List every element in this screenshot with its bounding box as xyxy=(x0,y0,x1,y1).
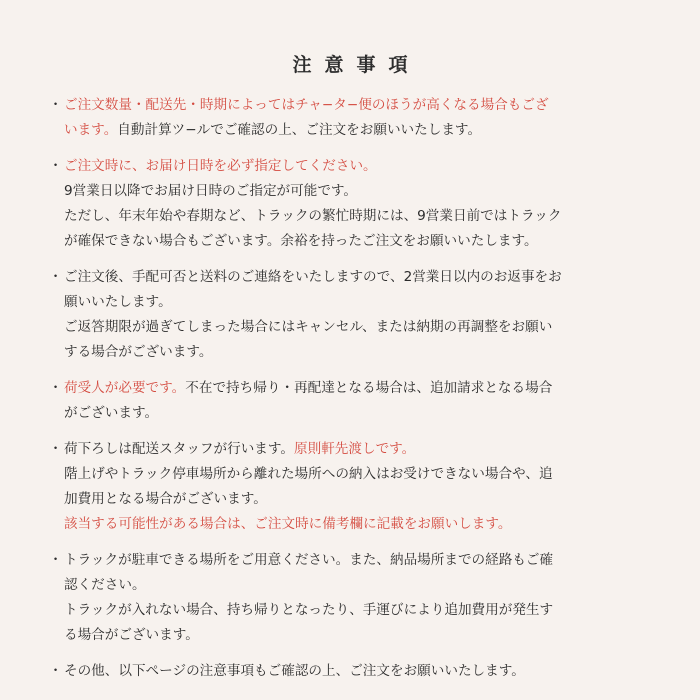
notice-line xyxy=(64,462,652,487)
bullet-mark: ・ xyxy=(48,441,63,457)
highlighted-text: ご注文時に、お届け日時を必ず指定してください。 xyxy=(64,158,377,174)
notice-text: その他、以下ページの注意事項もご確認の上、ご注文をお願いいたします。 xyxy=(64,663,525,679)
notice-text: ご返答期限が過ぎてしまった場合にはキャンセル、または納期の再調整をお願い xyxy=(64,319,553,335)
notice-item xyxy=(47,376,652,426)
notice-text: 不在で持ち帰り・再配達となる場合は、追加請求となる場合 xyxy=(185,380,553,396)
notice-text: トラックが入れない場合、持ち帰りとなったり、手運びにより追加費用が発生す xyxy=(64,602,554,618)
notice-text: 9営業日以降でお届け日時のご指定が可能です。 xyxy=(64,183,358,199)
notice-line xyxy=(64,573,652,598)
notice-item xyxy=(47,93,652,143)
notice-item xyxy=(47,659,652,684)
notice-line xyxy=(64,487,652,512)
notice-text: る場合がございます。 xyxy=(64,627,199,643)
highlighted-text: ご注文数量・配送先・時期によってはチャ−タ−便のほうが高くなる場合もござ xyxy=(64,97,549,113)
notice-line xyxy=(64,315,652,340)
notice-list xyxy=(47,93,652,695)
notice-line xyxy=(64,118,652,143)
notice-text: 認ください。 xyxy=(64,577,146,593)
highlighted-text: 原則軒先渡しです。 xyxy=(294,441,416,457)
notice-line xyxy=(64,154,652,179)
notice-line xyxy=(64,290,652,315)
highlighted-text: います。 xyxy=(64,122,118,138)
notice-line xyxy=(64,376,652,401)
notice-line xyxy=(64,598,652,623)
notice-text: が確保できない場合もございます。余裕を持ったご注文をお願いいたします。 xyxy=(64,233,538,249)
notice-text: がございます。 xyxy=(64,405,159,421)
notice-line xyxy=(64,229,652,254)
notice-line xyxy=(64,265,652,290)
notice-line xyxy=(64,179,652,204)
notice-text: 階上げやトラック停車場所から離れた場所への納入はお受けできない場合や、追 xyxy=(64,466,553,482)
highlighted-text: 荷受人が必要です。 xyxy=(64,380,186,396)
bullet-mark: ・ xyxy=(48,663,63,679)
notice-text: ただし、年末年始や春期など、トラックの繁忙時期には、9営業日前ではトラック xyxy=(64,208,562,224)
highlighted-text: 該当する可能性がある場合は、ご注文時に備考欄に記載をお願いします。 xyxy=(64,516,512,532)
notice-item xyxy=(47,265,652,365)
bullet-mark: ・ xyxy=(48,380,63,396)
notice-line xyxy=(64,401,652,426)
notice-text: 荷下ろしは配送スタッフが行います。 xyxy=(64,441,295,457)
notice-text: 加費用となる場合がございます。 xyxy=(64,491,267,507)
notice-text: 自動計算ツ−ルでご確認の上、ご注文をお願いいたします。 xyxy=(117,122,482,138)
notice-line xyxy=(64,548,652,573)
notice-line xyxy=(64,437,652,462)
notice-text: トラックが駐車できる場所をご用意ください。また、納品場所までの経路もご確 xyxy=(64,552,554,568)
notice-line xyxy=(64,340,652,365)
notice-line xyxy=(64,93,652,118)
notice-item xyxy=(47,437,652,537)
bullet-mark: ・ xyxy=(48,97,63,113)
notice-item xyxy=(47,548,652,648)
notice-text: する場合がございます。 xyxy=(64,344,213,360)
notice-line xyxy=(64,512,652,537)
notice-text: ご注文後、手配可否と送料のご連絡をいたしますので、2営業日以内のお返事をお xyxy=(64,269,562,285)
notice-item xyxy=(47,154,652,254)
bullet-mark: ・ xyxy=(48,158,63,174)
notice-line xyxy=(64,204,652,229)
page-title: 注意事項 xyxy=(292,54,421,76)
notice-text: 願いいたします。 xyxy=(64,294,172,310)
notice-line xyxy=(64,623,652,648)
bullet-mark: ・ xyxy=(48,269,63,285)
notice-line xyxy=(64,659,652,684)
bullet-mark: ・ xyxy=(48,552,63,568)
